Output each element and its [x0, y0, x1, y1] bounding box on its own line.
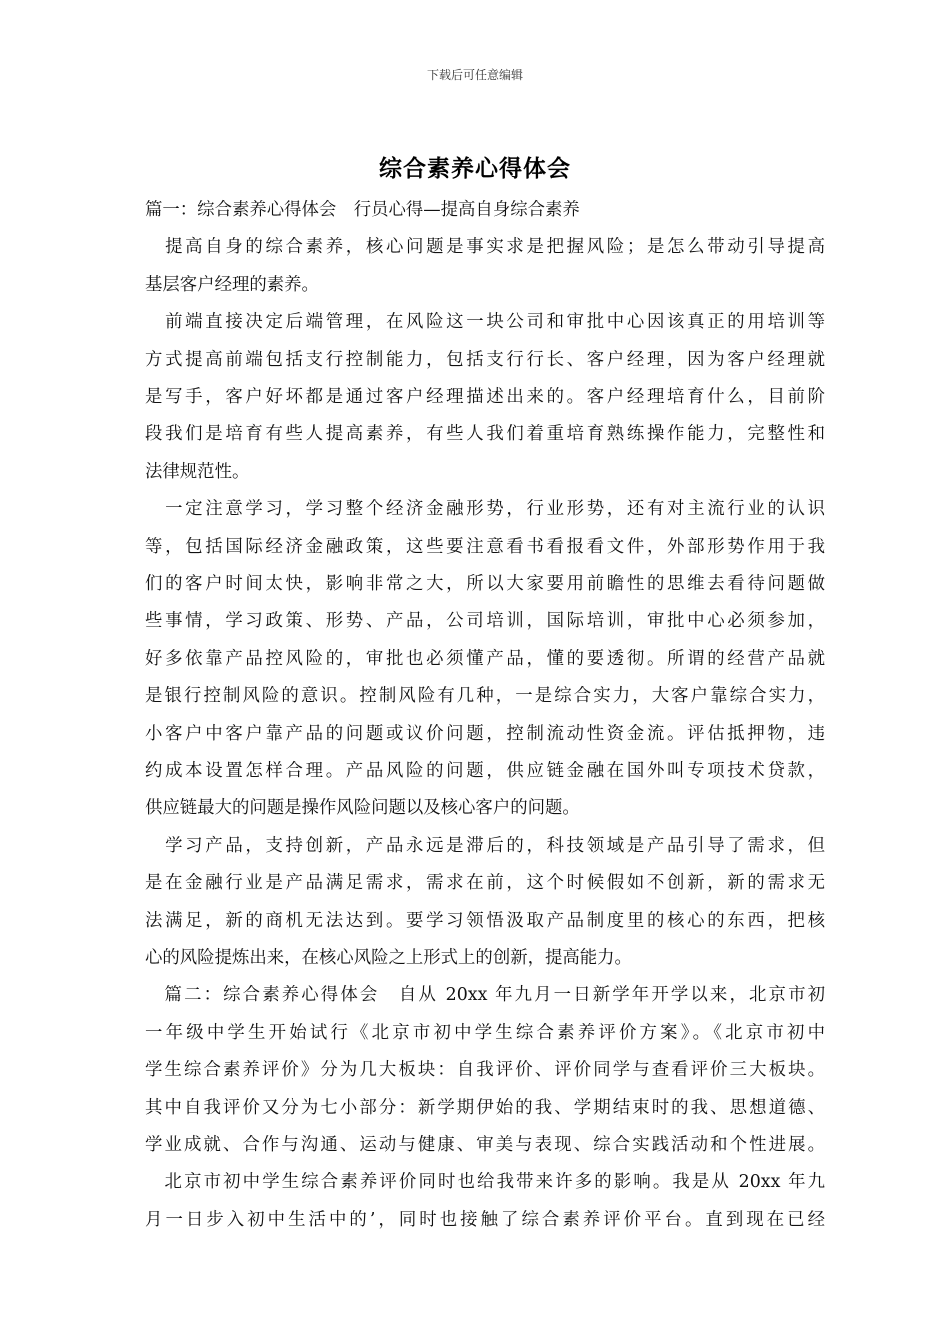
text-line: 是写手，客户好坏都是通过客户经理描述出来的。客户经理培育什么，目前阶	[145, 387, 825, 407]
text-line: 等，包括国际经济金融政策，这些要注意看书看报看文件，外部形势作用于我	[145, 536, 825, 557]
text-line: 是在金融行业是产品满足需求，需求在前，这个时候假如不创新，新的需求无	[145, 873, 825, 894]
text-line: 们的客户时间太快，影响非常之大，所以大家要用前瞻性的思维去看待问题做	[145, 574, 825, 594]
text-line: 法律规范性。	[145, 461, 250, 482]
text-line: 小客户中客户靠产品的问题或议价问题，控制流动性资金流。评估抵押物，违	[145, 723, 825, 744]
text-line: 心的风险提炼出来，在核心风险之上形式上的创新，提高能力。	[145, 948, 632, 968]
text-line: 学习产品，支持创新，产品永远是滞后的，科技领域是产品引导了需求，但	[145, 835, 825, 856]
document-title: 综合素养心得体会	[379, 156, 571, 182]
text-line: 是银行控制风险的意识。控制风险有几种，一是综合实力，大客户靠综合实力，	[145, 686, 825, 707]
text-line: 月一日步入初中生活中的’，同时也接触了综合素养评价平台。直到现在已经	[145, 1209, 825, 1230]
text-line: 前端直接决定后端管理，在风险这一块公司和审批中心因该真正的用培训等	[145, 312, 825, 333]
text-line: 基层客户经理的素养。	[145, 274, 319, 295]
text-line: 法满足，新的商机无法达到。要学习领悟汲取产品制度里的核心的东西，把核	[145, 910, 825, 931]
text-line: 好多依靠产品控风险的，审批也必须懂产品，懂的要透彻。所谓的经营产品就	[145, 648, 825, 669]
text-line: 篇二：综合素养心得体会 自从 20xx 年九月一日新学年开学以来，北京市初	[145, 985, 825, 1006]
text-line: 提高自身的综合素养，核心问题是事实求是把握风险；是怎么带动引导提高	[145, 237, 825, 258]
header-note: 下载后可任意编辑	[426, 68, 523, 82]
text-line: 北京市初中学生综合素养评价同时也给我带来许多的影响。我是从 20xx 年九	[145, 1172, 825, 1193]
text-line: 供应链最大的问题是操作风险问题以及核心客户的问题。	[145, 798, 580, 819]
text-line: 学业成就、合作与沟通、运动与健康、审美与表现、综合实践活动和个性进展。	[145, 1135, 825, 1155]
text-line: 约成本设置怎样合理。产品风险的问题，供应链金融在国外叫专项技术贷款，	[145, 761, 825, 781]
text-line: 篇一：综合素养心得体会 行员心得—提高自身综合素养	[145, 200, 580, 220]
text-line: 段我们是培育有些人提高素养，有些人我们着重培育熟练操作能力，完整性和	[145, 424, 825, 445]
text-line: 一年级中学生开始试行《北京市初中学生综合素养评价方案》。《北京市初中	[145, 1022, 825, 1043]
text-line: 学生综合素养评价》分为几大板块：自我评价、评价同学与查看评价三大板块。	[145, 1060, 825, 1081]
text-line: 一定注意学习，学习整个经济金融形势，行业形势，还有对主流行业的认识	[145, 499, 825, 520]
text-line: 方式提高前端包括支行控制能力，包括支行行长、客户经理，因为客户经理就	[145, 349, 825, 370]
text-line: 其中自我评价又分为七小部分：新学期伊始的我、学期结束时的我、思想道德、	[145, 1097, 825, 1118]
text-line: 些事情，学习政策、形势、产品，公司培训，国际培训，审批中心必须参加，	[145, 611, 825, 632]
